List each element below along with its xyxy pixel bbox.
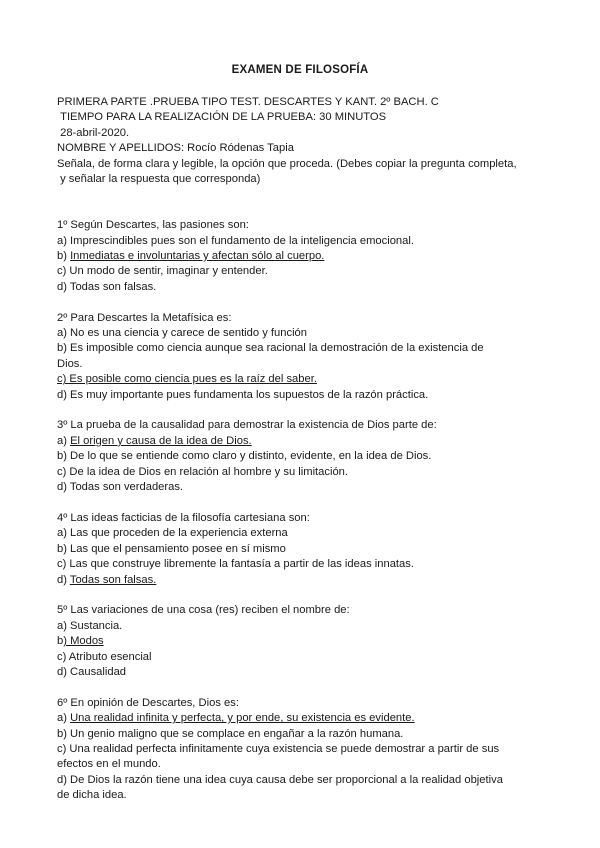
q4-selected-answer: Todas son falsas. xyxy=(69,573,157,586)
header-line-course: PRIMERA PARTE .PRUEBA TIPO TEST. DESCARTES Y KANT. 2º BACH. C xyxy=(57,96,439,108)
q6-selected-answer: Una realidad infinita y perfecta, y por ende, su existencia es evidente. xyxy=(70,712,415,725)
q1-option-c: c) Un modo de sentir, imaginar y entender. xyxy=(57,265,268,278)
q6-option-d: d) De Dios la razón tiene una idea cuya causa debe ser proporcional a la realidad objetiva xyxy=(57,773,503,786)
q3-option-d: d) Todas son verdaderas. xyxy=(57,481,184,494)
q3-option-a-prefix: a) xyxy=(57,434,71,447)
q4-option-b: b) Las que el pensamiento posee en sí mismo xyxy=(57,542,286,555)
q4-option-d xyxy=(57,573,577,588)
q5-option-a: a) Sustancia. xyxy=(57,619,123,632)
q4-option-c: c) Las que construye libremente la fantasía a partir de las ideas innatas. xyxy=(57,558,414,571)
q5-option-d: d) Causalidad xyxy=(57,665,127,678)
q5-option-b-prefix: b xyxy=(57,635,64,648)
q3-selected-answer: El origen y causa de la idea de Dios. xyxy=(70,434,252,447)
q2-option-b-cont: Dios. xyxy=(57,357,83,370)
q2-option-b: b) Es imposible como ciencia aunque sea racional la demostración de la existencia de xyxy=(57,342,484,355)
q5-selected-answer: ) Modos xyxy=(63,635,104,648)
q3-option-a xyxy=(57,434,577,449)
header-line-instructions-cont: y señalar la respuesta que corresponda) xyxy=(57,173,261,186)
q2-question: 2º Para Descartes la Metafísica es: xyxy=(57,311,232,324)
q4-option-d-prefix: d) xyxy=(57,573,70,586)
q6-question: 6º En opinión de Descartes, Dios es: xyxy=(57,696,239,709)
header-line-time: TIEMPO PARA LA REALIZACIÓN DE LA PRUEBA: 30 MINUTOS xyxy=(57,111,387,124)
q6-option-b: b) Un genio maligno que se complace en engañar a la razón humana. xyxy=(57,727,404,740)
q2-option-d: d) Es muy importante pues fundamenta los supuestos de la razón práctica. xyxy=(57,388,429,401)
q1-option-b-prefix: b) xyxy=(57,250,71,263)
q1-option-d: d) Todas son falsas. xyxy=(57,280,157,293)
q1-option-a: a) Imprescindibles pues son el fundamento de la inteligencia emocional. xyxy=(57,234,414,247)
q4-option-a: a) Las que proceden de la experiencia externa xyxy=(57,527,288,540)
q6-option-a xyxy=(57,711,577,726)
header-line-date: 28-abril-2020. xyxy=(57,126,130,139)
q1-selected-answer: Inmediatas e involuntarias y afectan sólo al cuerpo. xyxy=(70,250,325,263)
q5-option-c: c) Atributo esencial xyxy=(57,650,152,663)
q6-option-c: c) Una realidad perfecta infinitamente cuya existencia se puede demostrar a partir de sus xyxy=(57,742,500,755)
q6-option-a-prefix: a) xyxy=(57,712,71,725)
q2-selected-answer: c) Es posible como ciencia pues es la raíz del saber. xyxy=(57,373,317,386)
header-line-instructions: Señala, de forma clara y legible, la opción que proceda. (Debes copiar la pregunta completa, xyxy=(57,157,517,170)
q3-question: 3º La prueba de la causalidad para demostrar la existencia de Dios parte de: xyxy=(57,419,437,432)
exam-body xyxy=(57,95,577,804)
q5-question: 5º Las variaciones de una cosa (res) reciben el nombre de: xyxy=(57,604,350,617)
q3-option-c: c) De la idea de Dios en relación al hombre y su limitación. xyxy=(57,465,349,478)
exam-title: EXAMEN DE FILOSOFÍA xyxy=(231,64,369,76)
q3-option-b: b) De lo que se entiende como claro y distinto, evidente, en la idea de Dios. xyxy=(57,450,432,463)
q1-option-b xyxy=(57,249,577,264)
q4-question: 4º Las ideas facticias de la filosofía cartesiana son: xyxy=(57,511,310,524)
q1-question: 1º Según Descartes, las pasiones son: xyxy=(57,219,249,232)
q2-option-a: a) No es una ciencia y carece de sentido y función xyxy=(57,327,307,340)
q5-option-b xyxy=(57,634,577,649)
q6-option-d-cont: de dicha idea. xyxy=(57,789,127,802)
q6-option-c-cont: efectos en el mundo. xyxy=(57,758,161,771)
header-line-name: NOMBRE Y APELLIDOS: Rocío Ródenas Tapia xyxy=(57,142,294,155)
